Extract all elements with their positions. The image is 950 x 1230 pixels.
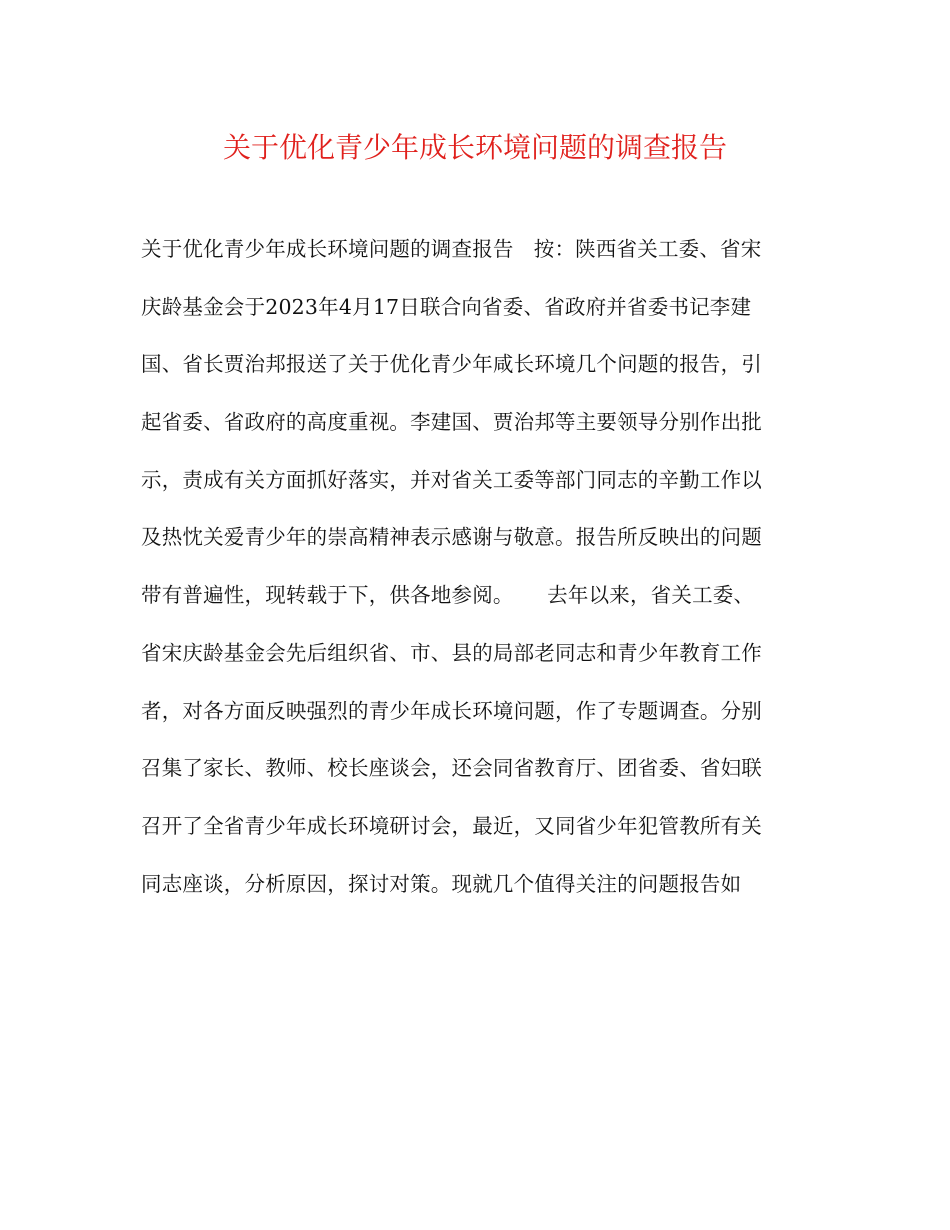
body-line: 起省委、省政府的高度重视。李建国、贾治邦等主要领导分别作出批	[141, 410, 762, 435]
body-line: 及热忱关爱青少年的崇高精神表示感谢与敬意。报告所反映出的问题	[141, 525, 762, 550]
body-line: 国、省长贾治邦报送了关于优化青少年咸长环境几个问题的报告，引	[141, 352, 762, 377]
body-line: 示，责成有关方面抓好落实，并对省关工委等部门同志的辛勤工作以	[141, 467, 762, 492]
body-line: 召集了家长、教师、校长座谈会，还会同省教育厅、团省委、省妇联	[141, 756, 762, 781]
document-body	[141, 232, 801, 924]
body-line: 关于优化青少年成长环境问题的调查报告 按：陕西省关工委、省宋	[141, 237, 762, 261]
document-title: 关于优化青少年成长环境问题的调查报告	[222, 131, 727, 164]
body-line: 庆龄基金会于2023年4月17日联合向省委、省政府并省委书记李建	[141, 294, 752, 319]
body-line: 召开了全省青少年成长环境研讨会，最近，又同省少年犯管教所有关	[141, 813, 762, 838]
body-line: 同志座谈，分析原因，探讨对策。现就几个值得关注的问题报告如	[141, 871, 742, 896]
body-line: 者，对各方面反映强烈的青少年成长环境问题，作了专题调查。分别	[141, 698, 762, 723]
body-line: 带有普遍性，现转载于下，供各地参阅。 去年以来，省关工委、	[141, 583, 755, 608]
body-line: 省宋庆龄基金会先后组织省、市、县的局部老同志和青少年教育工作	[141, 640, 762, 665]
